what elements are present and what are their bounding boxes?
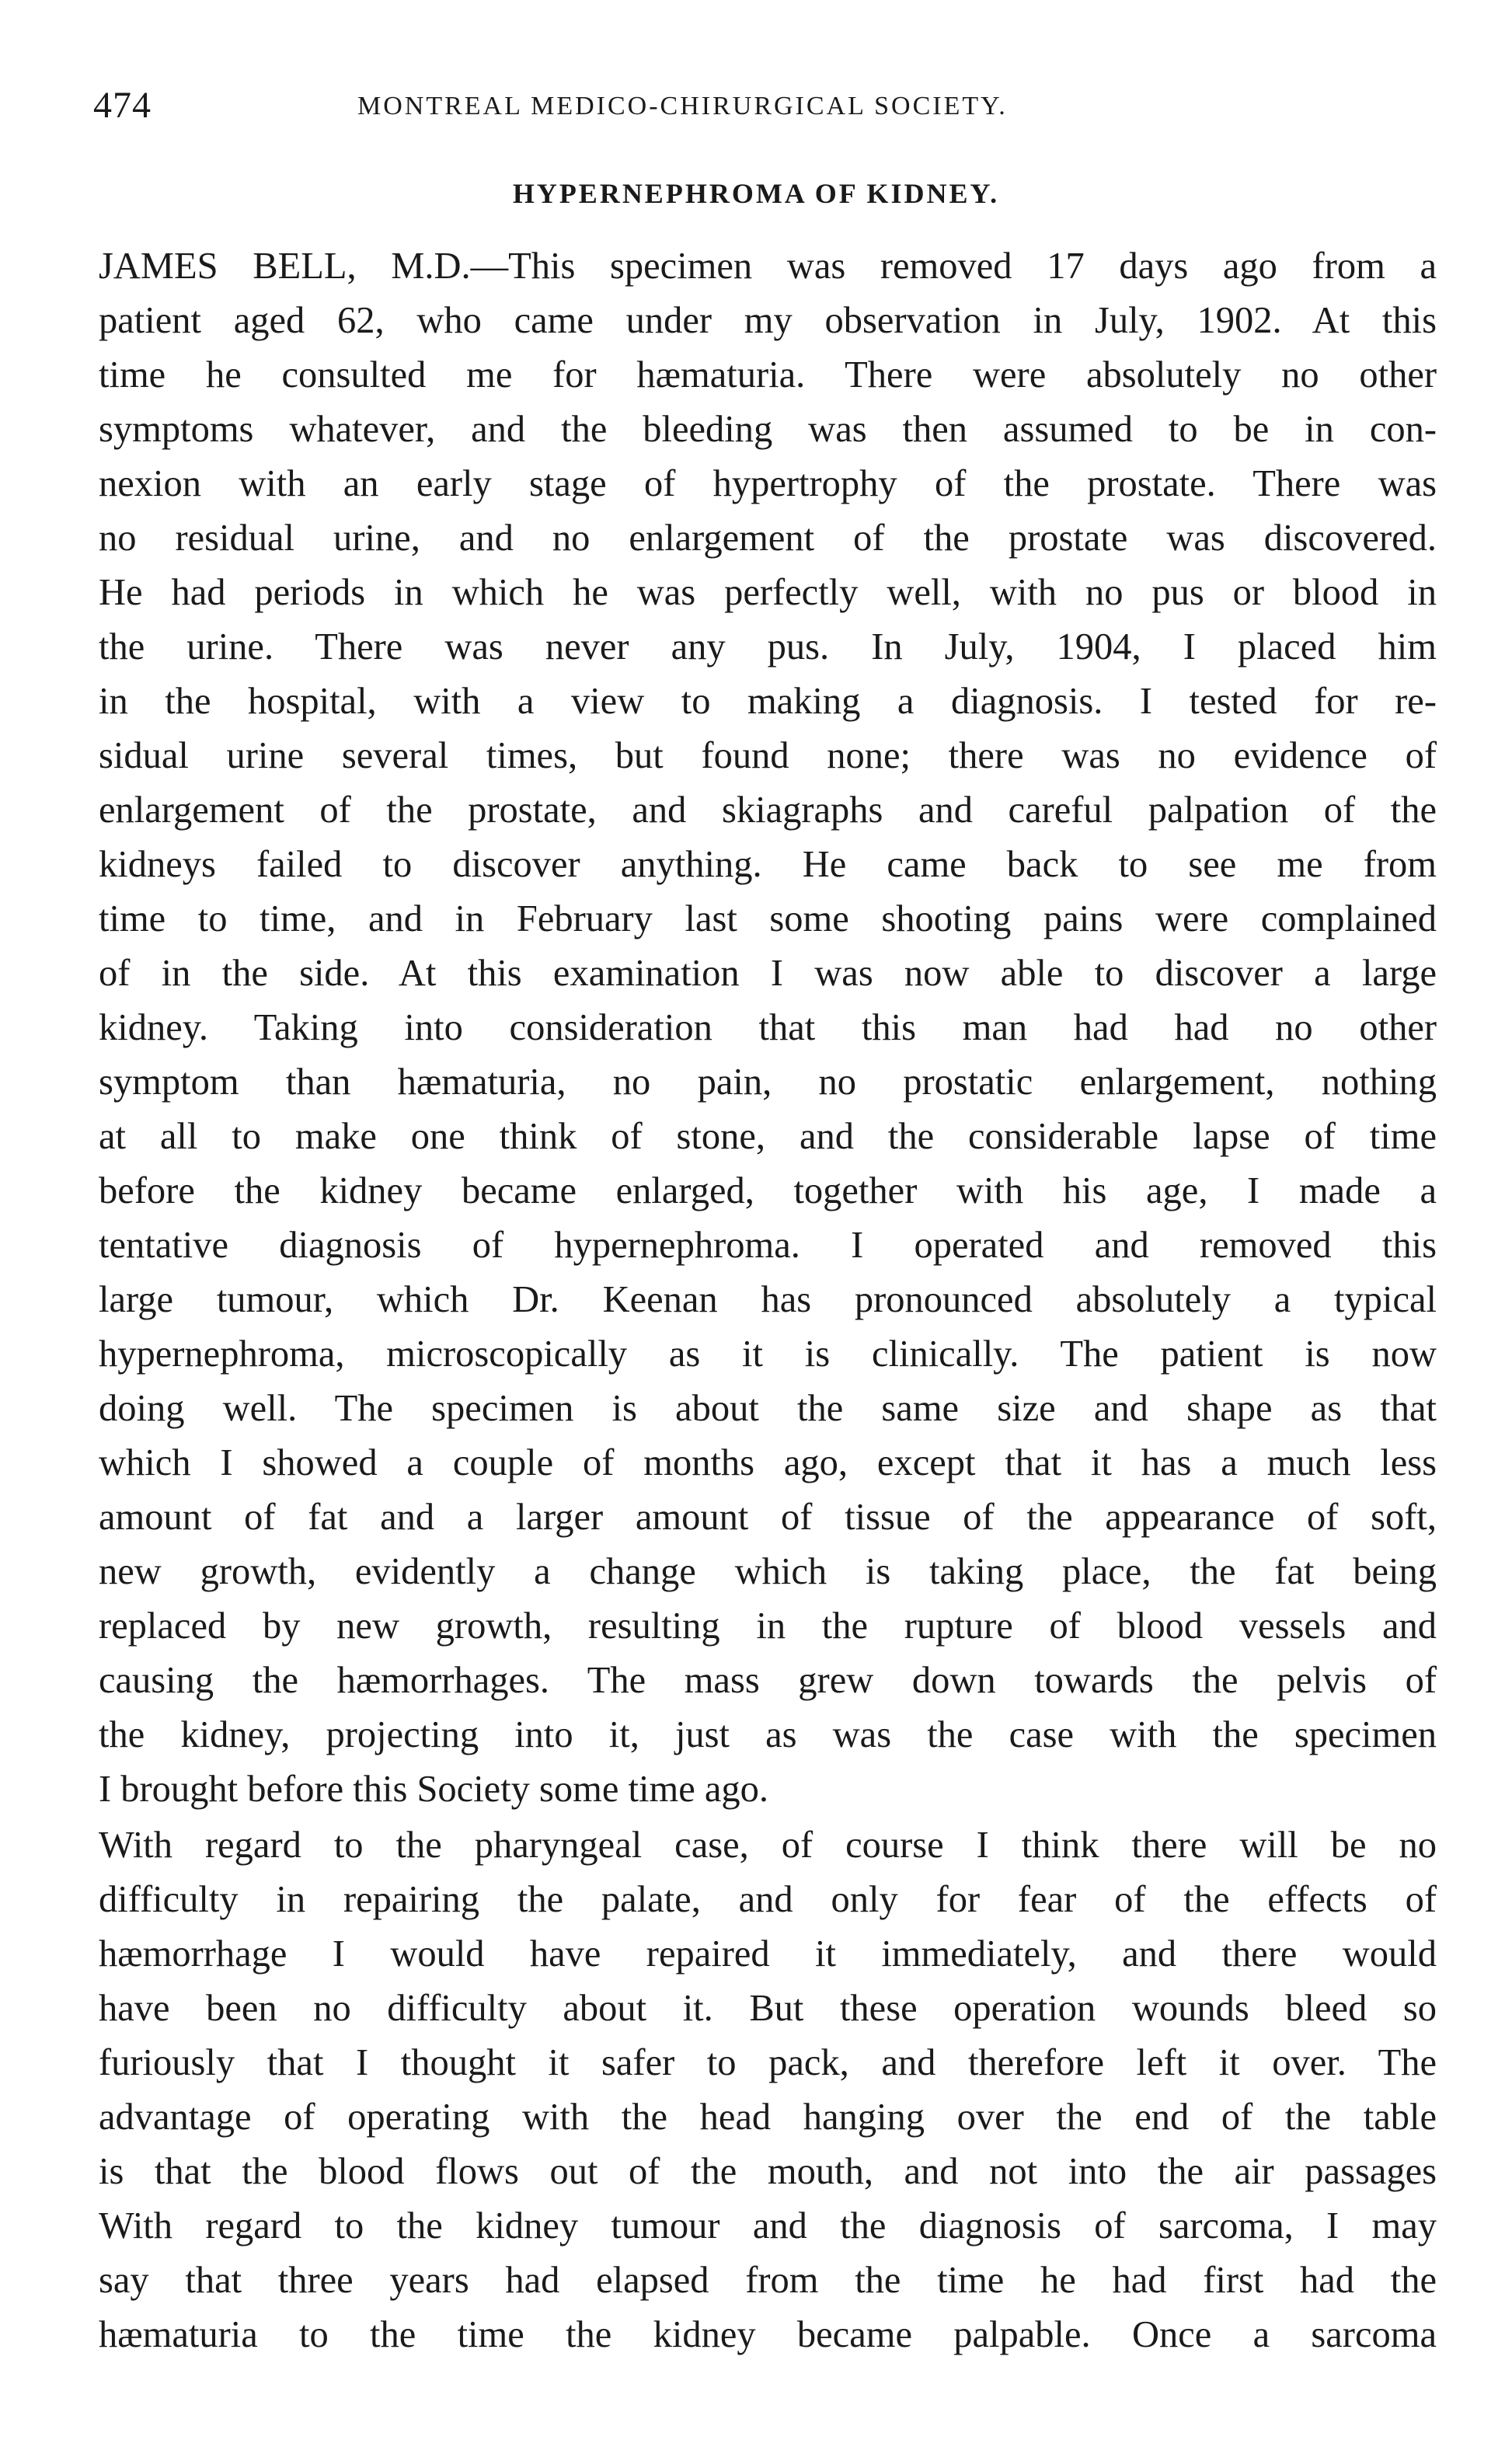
- text-line: nexion with an early stage of hypertrophy of the prostate. There was: [99, 463, 1437, 504]
- page-number: 474: [93, 85, 152, 126]
- text-line: kidneys failed to discover anything. He came back to see me from: [99, 844, 1437, 885]
- text-line: causing the hæmorrhages. The mass grew down towards the pelvis of: [99, 1660, 1437, 1701]
- text-line: amount of fat and a larger amount of tissue of the appearance of soft,: [99, 1497, 1437, 1538]
- text-line: at all to make one think of stone, and the considerable lapse of time: [99, 1116, 1437, 1157]
- text-line: hypernephroma, microscopically as it is clinically. The patient is now: [99, 1333, 1437, 1375]
- text-line: hæmorrhage I would have repaired it immediately, and there would: [99, 1933, 1437, 1975]
- text-line: advantage of operating with the head hanging over the end of the table: [99, 2097, 1437, 2138]
- page-header: [93, 84, 1430, 146]
- text-line: new growth, evidently a change which is taking place, the fat being: [99, 1551, 1437, 1592]
- text-line: difficulty in repairing the palate, and only for fear of the effects of: [99, 1879, 1437, 1920]
- text-line: With regard to the pharyngeal case, of course I think there will be no: [99, 1825, 1437, 1866]
- running-head: MONTREAL MEDICO-CHIRURGICAL SOCIETY.: [357, 92, 1008, 120]
- text-line: JAMES BELL, M.D.—This specimen was removed 17 days ago from a: [99, 246, 1437, 287]
- text-line: the urine. There was never any pus. In July, 1904, I placed him: [99, 626, 1437, 668]
- text-line: before the kidney became enlarged, together with his age, I made a: [99, 1170, 1437, 1211]
- text-line: is that the blood flows out of the mouth, and not into the air passages: [99, 2151, 1437, 2192]
- text-line: With regard to the kidney tumour and the diagnosis of sarcoma, I may: [99, 2205, 1437, 2247]
- text-line: large tumour, which Dr. Keenan has pronounced absolutely a typical: [99, 1279, 1437, 1320]
- paragraph-1: [99, 239, 1437, 1817]
- text-line: in the hospital, with a view to making a diagnosis. I tested for re-: [99, 681, 1437, 722]
- text-line: I brought before this Society some time ago.: [99, 1769, 769, 1810]
- text-line: hæmaturia to the time the kidney became palpable. Once a sarcoma: [99, 2314, 1437, 2355]
- paragraph-2: [99, 1818, 1437, 2362]
- text-line: furiously that I thought it safer to pack, and therefore left it over. The: [99, 2042, 1437, 2083]
- text-line: enlargement of the prostate, and skiagraphs and careful palpation of the: [99, 790, 1437, 831]
- article-title: HYPERNEPHROMA OF KIDNEY.: [512, 178, 1000, 209]
- text-line: He had periods in which he was perfectly well, with no pus or blood in: [99, 572, 1437, 613]
- text-line: have been no difficulty about it. But these operation wounds bleed so: [99, 1988, 1437, 2029]
- text-line: replaced by new growth, resulting in the rupture of blood vessels and: [99, 1605, 1437, 1647]
- text-line: kidney. Taking into consideration that this man had had no other: [99, 1007, 1437, 1048]
- text-line: of in the side. At this examination I was now able to discover a large: [99, 953, 1437, 994]
- text-line: time to time, and in February last some shooting pains were complained: [99, 898, 1437, 939]
- text-line: the kidney, projecting into it, just as was the case with the specimen: [99, 1714, 1437, 1755]
- text-line: symptom than hæmaturia, no pain, no prostatic enlargement, nothing: [99, 1061, 1437, 1103]
- text-line: say that three years had elapsed from the time he had first had the: [99, 2260, 1437, 2301]
- text-line: symptoms whatever, and the bleeding was then assumed to be in con-: [99, 409, 1437, 450]
- text-line: no residual urine, and no enlargement of the prostate was discovered.: [99, 518, 1437, 559]
- text-line: which I showed a couple of months ago, except that it has a much less: [99, 1442, 1437, 1483]
- text-line: patient aged 62, who came under my observation in July, 1902. At this: [99, 300, 1437, 341]
- text-line: doing well. The specimen is about the same size and shape as that: [99, 1388, 1437, 1429]
- text-line: time he consulted me for hæmaturia. There were absolutely no other: [99, 354, 1437, 396]
- text-line: tentative diagnosis of hypernephroma. I operated and removed this: [99, 1225, 1437, 1266]
- text-line: sidual urine several times, but found none; there was no evidence of: [99, 735, 1437, 776]
